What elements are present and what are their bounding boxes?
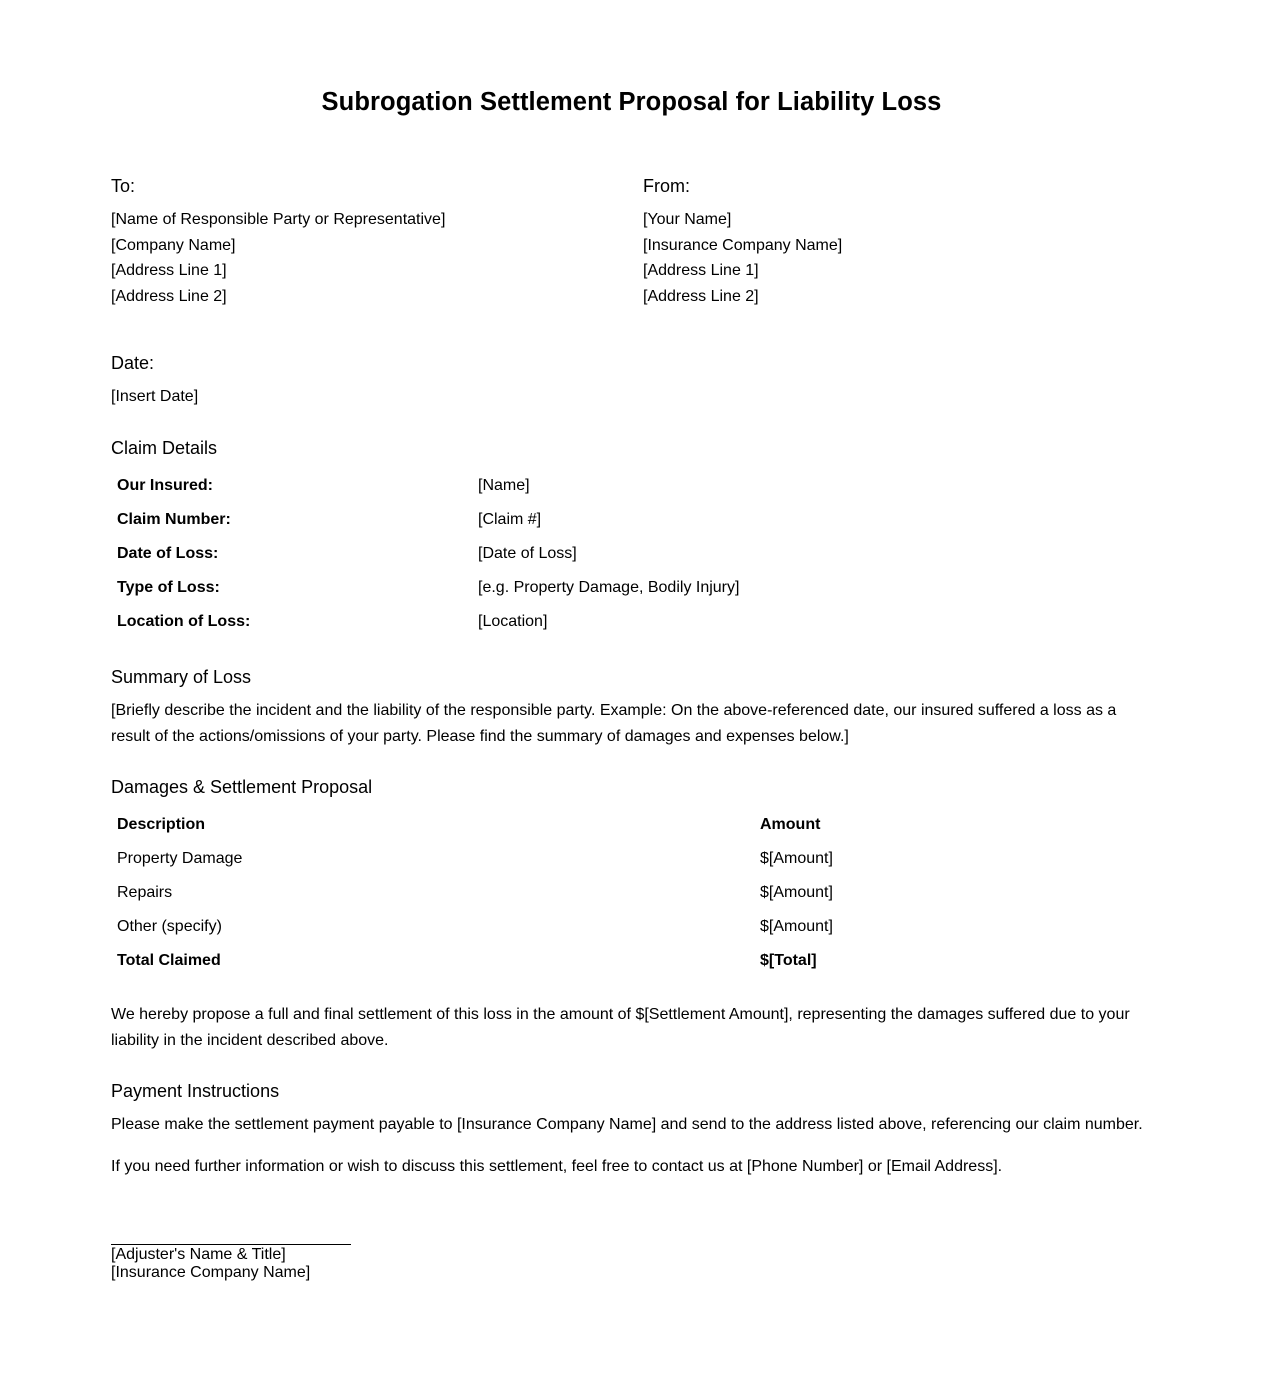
signature-company: [Insurance Company Name] bbox=[111, 1264, 311, 1281]
to-label: To: bbox=[111, 176, 136, 196]
claim-key: Our Insured: bbox=[117, 477, 214, 494]
from-line-company: [Insurance Company Name] bbox=[643, 236, 843, 254]
claim-key: Type of Loss: bbox=[117, 579, 220, 596]
to-line-address-2: [Address Line 2] bbox=[111, 287, 227, 305]
total-label: Total Claimed bbox=[117, 952, 221, 969]
to-block bbox=[111, 176, 445, 309]
damage-amount: $[Amount] bbox=[760, 850, 833, 867]
contact-text: If you need further information or wish to discuss this settlement, feel free to contact us at [Phone Number] or [Email Address]. bbox=[111, 1158, 1003, 1175]
date-value: [Insert Date] bbox=[111, 388, 199, 405]
damages-header-row bbox=[111, 816, 1151, 850]
signature-name-title: [Adjuster's Name & Title] bbox=[111, 1246, 286, 1263]
damage-amount: $[Amount] bbox=[760, 918, 833, 935]
total-amount: $[Total] bbox=[760, 952, 817, 969]
claim-key: Location of Loss: bbox=[117, 613, 251, 630]
claim-row-type-of-loss bbox=[111, 579, 1151, 613]
damages-row-property bbox=[111, 850, 1151, 884]
signature-line bbox=[111, 1244, 351, 1245]
summary-text: [Briefly describe the incident and the liability of the responsible party. Example: On the above-referenced date, our insured suffered a loss as a result of the actions/omissions of your party. Please find the summary of damages and expenses below.] bbox=[111, 702, 1117, 745]
payment-instructions-text: Please make the settlement payment payable to [Insurance Company Name] and send to the address listed above, referencing our claim number. bbox=[111, 1116, 1143, 1133]
from-label: From: bbox=[643, 176, 690, 196]
damages-row-total bbox=[111, 952, 1151, 986]
from-line-address-2: [Address Line 2] bbox=[643, 287, 759, 305]
claim-value: [Name] bbox=[478, 477, 530, 494]
damage-description: Other (specify) bbox=[117, 918, 222, 935]
payment-heading: Payment Instructions bbox=[111, 1081, 280, 1101]
claim-value: [Location] bbox=[478, 613, 548, 630]
claim-key: Claim Number: bbox=[117, 511, 231, 528]
column-header-amount: Amount bbox=[760, 816, 821, 833]
from-line-address-1: [Address Line 1] bbox=[643, 262, 759, 279]
damages-row-repairs bbox=[111, 884, 1151, 918]
claim-row-number bbox=[111, 511, 1151, 545]
summary-heading: Summary of Loss bbox=[111, 667, 252, 687]
date-block bbox=[111, 353, 198, 410]
claim-key: Date of Loss: bbox=[117, 545, 219, 562]
claim-value: [e.g. Property Damage, Bodily Injury] bbox=[478, 579, 740, 596]
claim-details-heading: Claim Details bbox=[111, 438, 218, 458]
claim-row-insured bbox=[111, 477, 1151, 511]
to-line-address-1: [Address Line 1] bbox=[111, 262, 227, 279]
damages-heading: Damages & Settlement Proposal bbox=[111, 777, 373, 797]
from-line-name: [Your Name] bbox=[643, 211, 732, 228]
claim-value: [Claim #] bbox=[478, 511, 542, 528]
column-header-description: Description bbox=[117, 816, 206, 833]
damages-row-other bbox=[111, 918, 1151, 952]
claim-value: [Date of Loss] bbox=[478, 545, 577, 562]
from-block bbox=[643, 176, 842, 309]
date-label: Date: bbox=[111, 353, 155, 373]
claim-row-date-of-loss bbox=[111, 545, 1151, 579]
damage-amount: $[Amount] bbox=[760, 884, 833, 901]
claim-row-location bbox=[111, 613, 1151, 647]
to-line-name: [Name of Responsible Party or Representative] bbox=[111, 211, 446, 228]
damage-description: Property Damage bbox=[117, 850, 243, 867]
signature-block bbox=[111, 1246, 310, 1282]
to-line-company: [Company Name] bbox=[111, 236, 236, 254]
damage-description: Repairs bbox=[117, 884, 173, 901]
document-title: Subrogation Settlement Proposal for Liability Loss bbox=[321, 88, 942, 116]
proposal-text: We hereby propose a full and final settlement of this loss in the amount of $[Settlement Amount], representing the damages suffered due to your liability in the incident described above. bbox=[111, 1006, 1130, 1049]
